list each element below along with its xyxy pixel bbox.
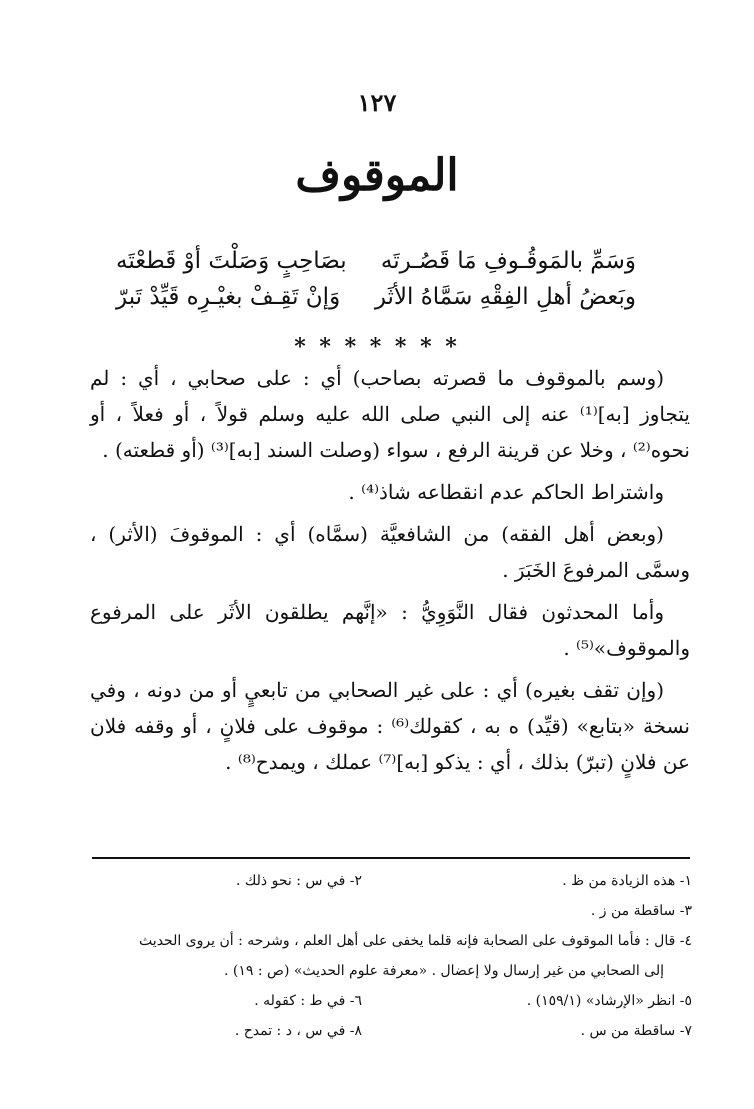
verse-first-hemistich: وبَعضُ أهلِ الفِقْهِ سَمَّاهُ الأثَر: [374, 284, 636, 310]
section-divider-stars: * * * * * * *: [294, 334, 460, 360]
footnote-5: ٥- انظر «الإرشاد» (١٥٩/١) .: [526, 993, 692, 1009]
commentary-paragraph: (وبعض أهل الفقه) من الشافعيَّة (سمَّاه) أي : الموقوفَ (الأثر) ، وسمَّى المرفوعَ الخَبَرَ .: [90, 522, 690, 582]
footnote-6: ٦- في ط : كقوله .: [254, 993, 362, 1009]
footnote-2: ٢- في س : نحو ذلك .: [235, 873, 362, 889]
footnote-4: ٤- قال : فأما الموقوف على الصحابة فإنه قلما يخفى على أهل العلم ، وشرحه : أن يروى الحديث: [139, 933, 692, 949]
footnote-4-continuation: إلى الصحابي من غير إرسال ولا إعضال . «معرفة علوم الحديث» (ص : ١٩) .: [223, 963, 664, 979]
footnote-7: ٧- ساقطة من س .: [580, 1023, 692, 1039]
commentary-paragraph: (وسم بالموقوف ما قصرته بصاحب) أي : على صحابي ، أي : لم يتجاوز [به]⁽¹⁾ عنه إلى النبي صلى الله عليه وسلم قولاً ، أو فعلاً ، أو نحوه⁽²⁾ ، وخلا عن قرينة الرفع ، سواء (وصلت السند [به]⁽³⁾ (أو قطعته) .: [90, 366, 690, 462]
page-number: ١٢٧: [357, 88, 397, 117]
chapter-title: الموقوف: [295, 150, 459, 201]
footnote-row: [90, 1016, 692, 1046]
footnote-8: ٨- في س ، د : تمدح .: [234, 1023, 362, 1039]
commentary-body: [90, 360, 690, 786]
commentary-paragraph: وأما المحدثون فقال النَّوَوِيُّ : «إنَّهم يطلقون الأثَر على المرفوع والموقوف»⁽⁵⁾ .: [90, 600, 690, 660]
footnotes: [90, 866, 692, 1046]
commentary-paragraph: (وإن تقف بغيره) أي : على غير الصحابي من تابعيٍ أو من دونه ، وفي نسخة «بتابع» (قيِّد) ه به ، كقولك⁽⁶⁾ : موقوف على فلانٍ ، أو وقفه فلان عن فلانٍ (تبرّ) بذلك ، أي : يذكو [به]⁽⁷⁾ عملك ، ويمدح⁽⁸⁾ .: [90, 678, 690, 774]
footnote-row: [90, 866, 692, 896]
footnote-separator: [92, 857, 690, 859]
verse-line: [116, 284, 636, 318]
footnote-row: [90, 896, 692, 926]
verse-second-hemistich: بصَاحِبٍ وَصَلْتَ أوْ قَطعْتَه: [116, 248, 347, 274]
footnote-3: ٣- ساقطة من ز .: [590, 903, 692, 919]
footnote-row: [90, 986, 692, 1016]
verse-line: [116, 248, 636, 282]
verse-first-hemistich: وَسَمِّ بالمَوقُـوفِ مَا قَصُـرتَه: [380, 248, 636, 274]
verse-second-hemistich: وَإنْ تَقِـفْ بغيْـرِه قَيِّدْ تَبرّ: [116, 284, 341, 310]
commentary-paragraph: واشتراط الحاكم عدم انقطاعه شاذ⁽⁴⁾ .: [348, 480, 664, 504]
footnote-1: ١- هذه الزيادة من ظ .: [562, 873, 692, 889]
